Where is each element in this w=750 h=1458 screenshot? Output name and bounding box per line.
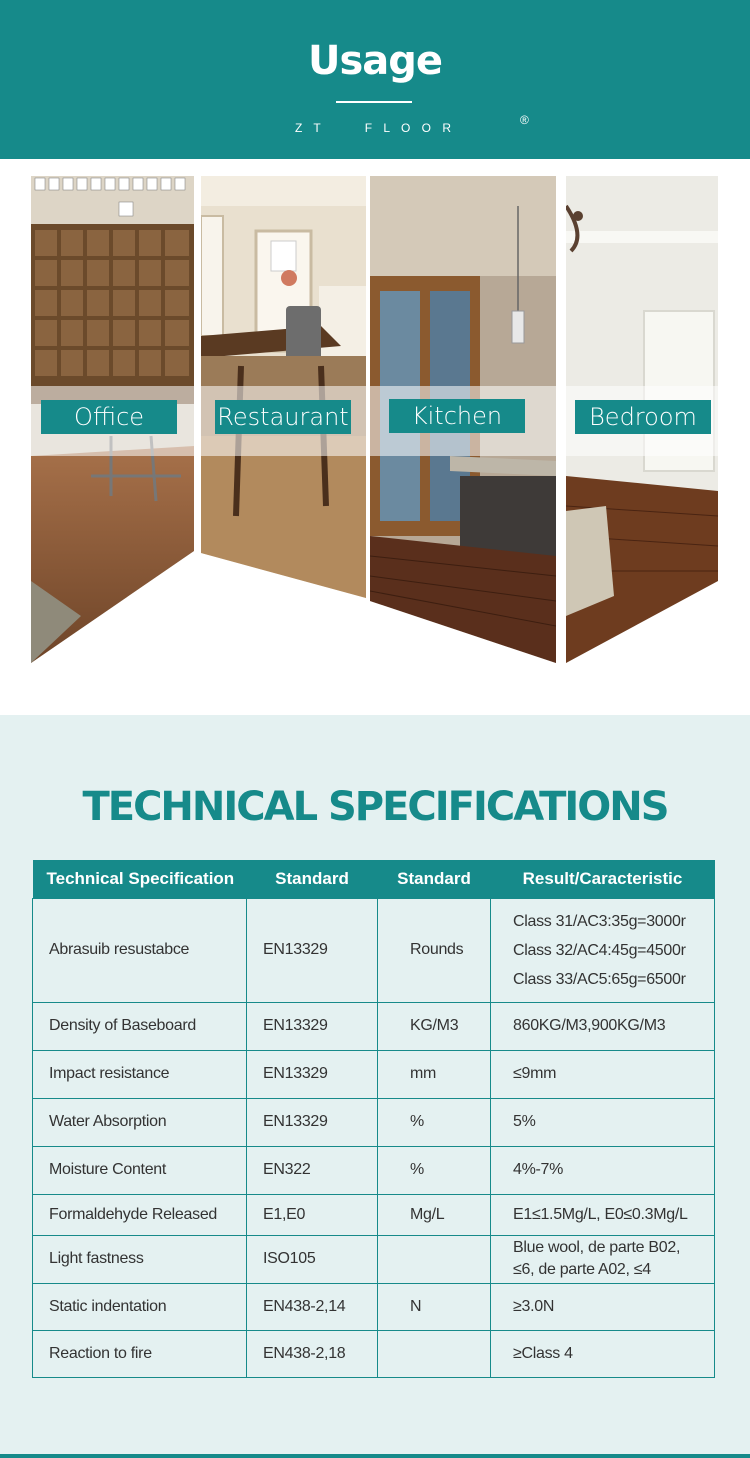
usage-label-office: Office bbox=[41, 400, 177, 434]
header-standard: Standard bbox=[247, 860, 378, 898]
usage-label-restaurant: Restaurant bbox=[215, 400, 351, 434]
spec-unit bbox=[378, 1330, 491, 1377]
brand-name bbox=[0, 121, 750, 135]
spec-unit: % bbox=[378, 1098, 491, 1146]
spec-result: E1≤1.5Mg/L, E0≤0.3Mg/L bbox=[491, 1194, 715, 1235]
spec-unit: KG/M3 bbox=[378, 1002, 491, 1050]
spec-unit: mm bbox=[378, 1050, 491, 1098]
specs-title: TECHNICAL SPECIFICATIONS bbox=[82, 784, 668, 830]
table-row bbox=[33, 898, 715, 1002]
spec-standard: EN438-2,18 bbox=[247, 1330, 378, 1377]
header-banner bbox=[0, 0, 750, 159]
spec-unit: Rounds bbox=[378, 898, 491, 1002]
spec-name: Reaction to fire bbox=[33, 1330, 247, 1377]
spec-name: Light fastness bbox=[33, 1235, 247, 1283]
table-row bbox=[33, 1235, 715, 1283]
spec-standard: ISO105 bbox=[247, 1235, 378, 1283]
table-row bbox=[33, 1283, 715, 1330]
spec-result bbox=[491, 1235, 715, 1283]
spec-standard: EN13329 bbox=[247, 1002, 378, 1050]
spec-result bbox=[491, 898, 715, 1002]
usage-gallery bbox=[0, 159, 750, 715]
spec-result-line: Blue wool, de parte B02, bbox=[513, 1239, 681, 1256]
spec-result: 5% bbox=[491, 1098, 715, 1146]
spec-unit bbox=[378, 1235, 491, 1283]
spec-result: ≥3.0N bbox=[491, 1283, 715, 1330]
table-row bbox=[33, 1050, 715, 1098]
spec-table bbox=[32, 860, 715, 1378]
registered-mark: ® bbox=[520, 113, 529, 127]
brand-right: F L O O R bbox=[364, 121, 455, 135]
spec-result-line: Class 31/AC3:35g=3000r bbox=[513, 912, 686, 930]
spec-name: Impact resistance bbox=[33, 1050, 247, 1098]
spec-standard: EN13329 bbox=[247, 1050, 378, 1098]
spec-unit: % bbox=[378, 1146, 491, 1194]
spec-result-line: Class 33/AC5:65g=6500r bbox=[513, 970, 686, 988]
table-row bbox=[33, 1146, 715, 1194]
spec-name: Abrasuib resustabce bbox=[33, 898, 247, 1002]
title-divider bbox=[336, 101, 412, 103]
spec-result: 4%-7% bbox=[491, 1146, 715, 1194]
spec-standard: EN438-2,14 bbox=[247, 1283, 378, 1330]
spec-result: ≥Class 4 bbox=[491, 1330, 715, 1377]
table-row bbox=[33, 1002, 715, 1050]
spec-name: Moisture Content bbox=[33, 1146, 247, 1194]
table-row bbox=[33, 1330, 715, 1377]
specs-bottom-border bbox=[0, 1454, 750, 1458]
spec-header-row bbox=[33, 860, 715, 898]
spec-name: Formaldehyde Released bbox=[33, 1194, 247, 1235]
usage-label-bedroom: Bedroom bbox=[575, 400, 711, 434]
spec-standard: E1,E0 bbox=[247, 1194, 378, 1235]
header-technical-specification: Technical Specification bbox=[33, 860, 247, 898]
header-standard-unit: Standard bbox=[378, 860, 491, 898]
usage-label-kitchen: Kitchen bbox=[389, 399, 525, 433]
spec-result: ≤9mm bbox=[491, 1050, 715, 1098]
spec-unit: N bbox=[378, 1283, 491, 1330]
spec-result: 860KG/M3,900KG/M3 bbox=[491, 1002, 715, 1050]
table-row bbox=[33, 1194, 715, 1235]
brand-left: Z T bbox=[294, 121, 325, 135]
spec-result-line: Class 32/AC4:45g=4500r bbox=[513, 941, 686, 959]
header-result: Result/Caracteristic bbox=[491, 860, 715, 898]
spec-name: Water Absorption bbox=[33, 1098, 247, 1146]
page-title: Usage bbox=[307, 38, 443, 84]
spec-name: Density of Baseboard bbox=[33, 1002, 247, 1050]
spec-unit: Mg/L bbox=[378, 1194, 491, 1235]
table-row bbox=[33, 1098, 715, 1146]
spec-standard: EN13329 bbox=[247, 898, 378, 1002]
spec-result-line: ≤6, de parte A02, ≤4 bbox=[513, 1261, 651, 1278]
spec-name: Static indentation bbox=[33, 1283, 247, 1330]
spec-standard: EN322 bbox=[247, 1146, 378, 1194]
spec-standard: EN13329 bbox=[247, 1098, 378, 1146]
